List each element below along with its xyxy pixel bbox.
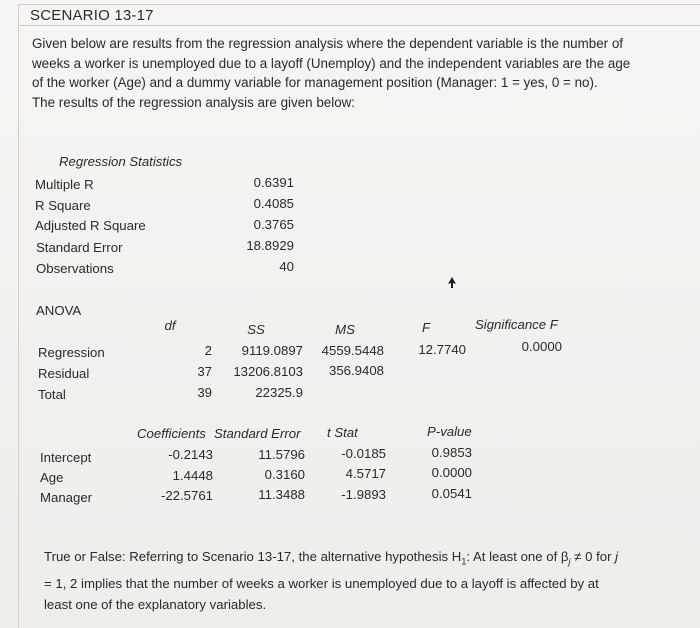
scenario-title: SCENARIO 13-17 <box>30 7 154 24</box>
stat-label: Adjusted R Square <box>35 218 146 233</box>
coef-t-stat: 4.5717 <box>345 466 386 481</box>
coef-header-coefficients: Coefficients <box>137 426 206 441</box>
coef-p-value: 0.9853 <box>431 445 472 460</box>
question <box>44 546 684 615</box>
question-text: ≠ 0 for <box>570 549 616 564</box>
anova-header-ms: MS <box>335 322 355 337</box>
stat-value: 40 <box>279 259 294 274</box>
coef-p-value: 0.0000 <box>431 465 472 480</box>
stat-label: Observations <box>36 261 114 276</box>
question-line-3: least one of the explanatory variables. <box>44 596 267 612</box>
coef-standard-error: 11.5796 <box>258 447 305 462</box>
coef-value: -0.2143 <box>168 447 213 462</box>
coef-row-label: Intercept <box>40 450 92 465</box>
anova-row-label: Regression <box>38 345 105 360</box>
coef-t-stat: -1.9893 <box>341 487 386 502</box>
coef-row-label: Age <box>40 470 64 485</box>
question-text: True or False: Referring to Scenario 13-17, the alternative hypothesis H <box>44 549 462 564</box>
coef-p-value: 0.0541 <box>431 486 472 501</box>
anova-ss: 22325.9 <box>255 385 303 400</box>
question-line-1 <box>44 546 684 573</box>
coef-standard-error: 11.3488 <box>258 487 305 502</box>
coef-header-standard-error: Standard Error <box>214 426 301 441</box>
anova-header-significance-f: Significance F <box>475 317 558 332</box>
subscript: j <box>568 556 571 567</box>
stat-value: 18.8929 <box>246 238 294 253</box>
regression-statistics-heading: Regression Statistics <box>59 154 183 169</box>
anova-df: 2 <box>204 343 212 358</box>
anova-row-label: Residual <box>38 366 90 381</box>
anova-ss: 9119.0897 <box>241 343 303 358</box>
subscript: 1 <box>461 556 467 567</box>
stat-value: 0.4085 <box>253 196 294 211</box>
anova-header-f: F <box>421 320 431 335</box>
question-text: : At least one of β <box>466 549 569 564</box>
anova-df: 37 <box>197 364 212 379</box>
coef-standard-error: 0.3160 <box>264 467 305 482</box>
anova-row-label: Total <box>38 387 66 402</box>
coef-value: -22.5761 <box>160 488 213 503</box>
coef-value: 1.4448 <box>172 468 213 483</box>
question-variable: j <box>615 549 619 564</box>
coef-row-label: Manager <box>40 490 93 505</box>
intro-line: weeks a worker is unemployed due to a layoff (Unemploy) and the independent variables are the age <box>32 55 631 71</box>
stat-label: Standard Error <box>36 240 123 255</box>
cursor-arrow-icon <box>447 277 457 289</box>
intro-line: of the worker (Age) and a dummy variable for management position (Manager: 1 = yes, 0 = no). <box>32 75 598 90</box>
stat-value: 0.3765 <box>253 217 294 232</box>
anova-ss: 13206.8103 <box>233 364 303 379</box>
anova-heading: ANOVA <box>36 303 82 318</box>
stat-label: R Square <box>35 198 91 213</box>
question-line-2: = 1, 2 implies that the number of weeks a worker is unemployed due to a layoff is affected by at <box>44 575 599 591</box>
intro-paragraph <box>32 34 672 112</box>
coef-t-stat: -0.0185 <box>341 446 386 461</box>
stat-value: 0.6391 <box>253 175 294 190</box>
left-border <box>18 4 19 628</box>
anova-f: 12.7740 <box>418 342 466 357</box>
title-divider <box>18 25 700 26</box>
coef-header-t-stat: t Stat <box>327 425 358 440</box>
anova-significance-f: 0.0000 <box>521 339 562 354</box>
anova-ms: 4559.5448 <box>321 343 384 358</box>
top-border <box>18 4 700 5</box>
coef-header-p-value: P-value <box>427 424 472 439</box>
anova-ms: 356.9408 <box>328 363 384 378</box>
stat-label: Multiple R <box>35 177 94 192</box>
intro-line: Given below are results from the regression analysis where the dependent variable is the number of <box>32 36 623 51</box>
anova-header-ss: SS <box>247 322 265 337</box>
anova-df: 39 <box>197 385 212 400</box>
intro-line: The results of the regression analysis are given below: <box>32 94 356 110</box>
anova-header-df: df <box>164 318 176 333</box>
